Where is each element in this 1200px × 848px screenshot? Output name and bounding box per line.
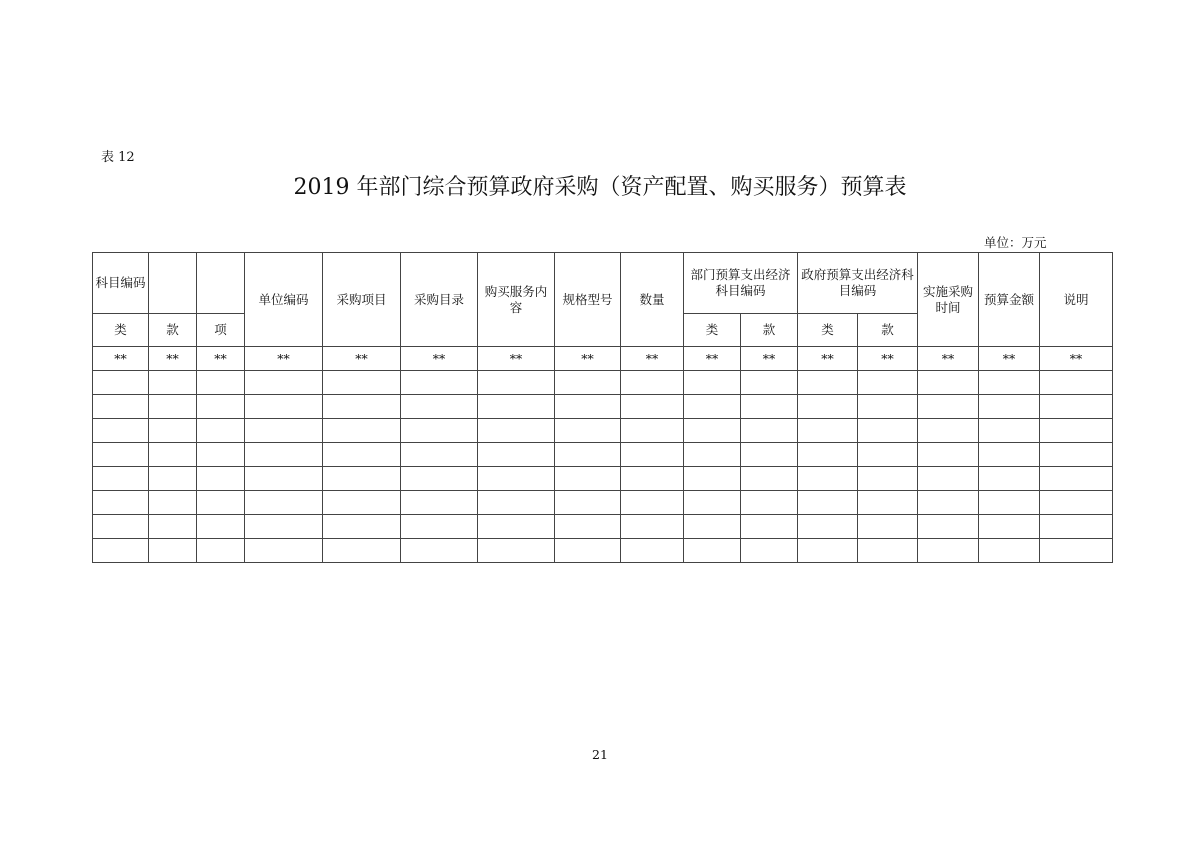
table-cell: ** [149, 347, 197, 371]
table-cell [93, 467, 149, 491]
table-cell [741, 395, 798, 419]
header-blank [197, 253, 245, 314]
table-cell [323, 467, 401, 491]
table-cell [478, 515, 555, 539]
table-cell [858, 491, 918, 515]
procurement-budget-table [92, 252, 1113, 563]
table-cell [93, 491, 149, 515]
table-cell: ** [555, 347, 621, 371]
table-cell [1040, 539, 1113, 563]
table-cell [555, 443, 621, 467]
table-cell [478, 539, 555, 563]
table-cell [858, 443, 918, 467]
table-cell [93, 539, 149, 563]
table-cell: ** [684, 347, 741, 371]
table-cell [245, 539, 323, 563]
table-cell [741, 515, 798, 539]
table-cell [323, 443, 401, 467]
header-budget-amount: 预算金额 [979, 253, 1040, 347]
table-cell [684, 515, 741, 539]
table-cell [684, 371, 741, 395]
table-cell [555, 467, 621, 491]
unit-label: 单位：万元 [984, 235, 1047, 250]
table-cell [741, 467, 798, 491]
table-cell [918, 539, 979, 563]
header-dept-kuan: 款 [741, 314, 798, 347]
table-cell [741, 419, 798, 443]
table-cell [798, 491, 858, 515]
table-cell [149, 515, 197, 539]
table-row [93, 443, 1113, 467]
table-cell [798, 467, 858, 491]
table-cell [245, 443, 323, 467]
table-cell: ** [798, 347, 858, 371]
table-cell: ** [93, 347, 149, 371]
table-cell [323, 419, 401, 443]
table-cell [798, 419, 858, 443]
table-cell [621, 491, 684, 515]
header-note: 说明 [1040, 253, 1113, 347]
header-procurement-catalog: 采购目录 [401, 253, 478, 347]
table-cell [197, 443, 245, 467]
table-cell [149, 443, 197, 467]
table-cell [245, 419, 323, 443]
table-cell [401, 467, 478, 491]
table-cell [555, 491, 621, 515]
header-dept-budget-code: 部门预算支出经济科目编码 [684, 253, 798, 314]
table-cell [401, 395, 478, 419]
page-title: 2019 年部门综合预算政府采购（资产配置、购买服务）预算表 [293, 175, 907, 200]
table-cell [323, 491, 401, 515]
header-gov-kuan: 款 [858, 314, 918, 347]
header-kuan: 款 [149, 314, 197, 347]
table-cell [798, 515, 858, 539]
table-cell [478, 443, 555, 467]
header-dept-lei: 类 [684, 314, 741, 347]
table-cell [979, 419, 1040, 443]
table-cell [555, 371, 621, 395]
table-row [93, 515, 1113, 539]
table-cell [1040, 443, 1113, 467]
table-cell [245, 467, 323, 491]
table-cell [478, 491, 555, 515]
table-cell [918, 395, 979, 419]
table-cell: ** [323, 347, 401, 371]
table-cell [197, 395, 245, 419]
table-cell [621, 539, 684, 563]
table-cell: ** [918, 347, 979, 371]
header-quantity: 数量 [621, 253, 684, 347]
table-cell [478, 467, 555, 491]
table-cell [555, 419, 621, 443]
table-cell [401, 443, 478, 467]
table-cell [478, 419, 555, 443]
table-cell: ** [478, 347, 555, 371]
table-cell [197, 515, 245, 539]
table-row [93, 491, 1113, 515]
table-cell [323, 539, 401, 563]
table-cell [197, 371, 245, 395]
table-cell [621, 395, 684, 419]
header-gov-lei: 类 [798, 314, 858, 347]
table-cell [621, 443, 684, 467]
table-cell [323, 515, 401, 539]
header-lei: 类 [93, 314, 149, 347]
table-cell [684, 467, 741, 491]
table-cell [197, 491, 245, 515]
table-cell [401, 491, 478, 515]
table-cell [1040, 395, 1113, 419]
table-cell [798, 371, 858, 395]
table-row [93, 539, 1113, 563]
table-row [93, 467, 1113, 491]
table-cell [918, 467, 979, 491]
table-cell [918, 515, 979, 539]
header-xiang: 项 [197, 314, 245, 347]
table-cell [401, 371, 478, 395]
table-cell [555, 539, 621, 563]
header-service-content: 购买服务内容 [478, 253, 555, 347]
table-cell [858, 467, 918, 491]
header-subject-code: 科目编码 [93, 253, 149, 314]
table-row [93, 371, 1113, 395]
table-cell [979, 515, 1040, 539]
table-cell [858, 419, 918, 443]
table-row [93, 395, 1113, 419]
table-cell [741, 491, 798, 515]
table-cell [918, 419, 979, 443]
table-row [93, 419, 1113, 443]
table-cell [741, 539, 798, 563]
table-cell: ** [401, 347, 478, 371]
table-cell [979, 395, 1040, 419]
table-cell [798, 395, 858, 419]
table-cell [621, 371, 684, 395]
table-cell [478, 395, 555, 419]
table-cell [245, 515, 323, 539]
table-cell [979, 539, 1040, 563]
table-cell [197, 539, 245, 563]
table-cell [323, 371, 401, 395]
header-gov-budget-code: 政府预算支出经济科目编码 [798, 253, 918, 314]
table-cell [1040, 419, 1113, 443]
table-cell [979, 443, 1040, 467]
table-cell [149, 539, 197, 563]
table-cell [555, 395, 621, 419]
table-cell [197, 467, 245, 491]
page-number: 21 [592, 747, 608, 762]
table-cell [1040, 467, 1113, 491]
table-cell [741, 443, 798, 467]
table-cell [149, 395, 197, 419]
table-cell [149, 419, 197, 443]
table-cell [245, 371, 323, 395]
table-cell [1040, 371, 1113, 395]
table-cell [149, 467, 197, 491]
table-cell: ** [858, 347, 918, 371]
table-number: 表 12 [101, 150, 135, 165]
table-cell [918, 443, 979, 467]
table-cell [979, 467, 1040, 491]
table-cell [858, 539, 918, 563]
table-cell [93, 395, 149, 419]
table-cell [93, 515, 149, 539]
table-cell [93, 371, 149, 395]
table-cell [858, 395, 918, 419]
table-cell [621, 515, 684, 539]
table-cell [621, 467, 684, 491]
table-cell [798, 443, 858, 467]
table-cell: ** [197, 347, 245, 371]
table-cell [93, 419, 149, 443]
table-cell [245, 491, 323, 515]
table-cell [684, 491, 741, 515]
table-cell: ** [979, 347, 1040, 371]
table-cell [401, 419, 478, 443]
table-cell [858, 371, 918, 395]
header-implementation-time: 实施采购时间 [918, 253, 979, 347]
table-cell [1040, 491, 1113, 515]
table-cell [323, 395, 401, 419]
table-cell [684, 539, 741, 563]
table-cell [858, 515, 918, 539]
table-cell [741, 371, 798, 395]
table-cell [149, 371, 197, 395]
table-cell [149, 491, 197, 515]
header-blank [149, 253, 197, 314]
table-cell [197, 419, 245, 443]
table-cell [245, 395, 323, 419]
header-unit-code: 单位编码 [245, 253, 323, 347]
table-cell [684, 395, 741, 419]
table-cell: ** [741, 347, 798, 371]
table-cell [979, 491, 1040, 515]
table-cell [478, 371, 555, 395]
table-cell: ** [1040, 347, 1113, 371]
table-cell: ** [621, 347, 684, 371]
table-cell [798, 539, 858, 563]
header-specification: 规格型号 [555, 253, 621, 347]
table-cell [684, 419, 741, 443]
table-cell [918, 491, 979, 515]
header-procurement-item: 采购项目 [323, 253, 401, 347]
table-cell [621, 419, 684, 443]
table-row [93, 347, 1113, 371]
table-cell [684, 443, 741, 467]
table-cell [555, 515, 621, 539]
table-cell [1040, 515, 1113, 539]
table-cell: ** [245, 347, 323, 371]
table-cell [401, 539, 478, 563]
table-cell [93, 443, 149, 467]
table-cell [918, 371, 979, 395]
table-cell [401, 515, 478, 539]
table-cell [979, 371, 1040, 395]
